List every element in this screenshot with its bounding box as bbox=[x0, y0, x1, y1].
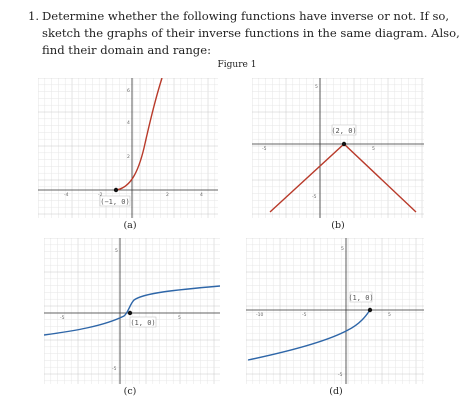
grid-d bbox=[246, 238, 424, 384]
y-tick-d-1: 5 bbox=[341, 247, 344, 252]
y-tick-c-1: 5 bbox=[115, 249, 118, 254]
x-tick-b-1: -5 bbox=[262, 147, 267, 152]
graph-panel-d bbox=[246, 238, 424, 384]
x-tick-d-3: 5 bbox=[388, 313, 391, 318]
y-tick-b-1: 5 bbox=[315, 85, 318, 90]
grid-c bbox=[44, 238, 220, 384]
y-tick-a-2: 4 bbox=[127, 121, 130, 126]
question-text: Determine whether the following functions have inverse or not. If so, sketch the graphs of their inverse functions in the same diagram. Also, find their domain and range: bbox=[42, 9, 460, 57]
graph-a bbox=[38, 78, 218, 218]
point-label-c: (1, 0) bbox=[130, 319, 156, 327]
graph-c bbox=[44, 238, 220, 384]
point-c bbox=[128, 311, 132, 315]
curve-b bbox=[270, 144, 416, 212]
point-label-d: (1, 0) bbox=[348, 294, 374, 302]
x-tick-c-1: -5 bbox=[60, 316, 65, 321]
graph-d bbox=[246, 238, 424, 384]
graph-panel-a bbox=[38, 78, 218, 218]
endpoint-a bbox=[114, 188, 118, 192]
x-tick-a-2: -2 bbox=[98, 193, 103, 198]
figure-title: Figure 1 bbox=[217, 60, 257, 70]
x-tick-a-3: 2 bbox=[166, 193, 169, 198]
x-tick-a-4: 4 bbox=[200, 193, 203, 198]
y-tick-d-2: -5 bbox=[338, 373, 343, 378]
caption-b: (b) bbox=[331, 220, 345, 231]
y-tick-b-2: -5 bbox=[312, 195, 317, 200]
endpoint-d bbox=[368, 308, 372, 312]
graph-panel-b bbox=[252, 78, 424, 218]
caption-c: (c) bbox=[123, 386, 137, 397]
y-tick-a-1: 6 bbox=[127, 89, 130, 94]
vertex-b bbox=[342, 142, 346, 146]
caption-d: (d) bbox=[329, 386, 343, 397]
x-tick-c-2: 5 bbox=[178, 316, 181, 321]
point-label-b: (2, 0) bbox=[331, 127, 357, 135]
x-tick-b-2: 5 bbox=[372, 147, 375, 152]
x-tick-d-2: -5 bbox=[302, 313, 307, 318]
x-tick-a-1: -4 bbox=[64, 193, 69, 198]
grid-b bbox=[252, 78, 424, 218]
graph-panel-c bbox=[44, 238, 220, 384]
y-tick-c-2: -5 bbox=[112, 367, 117, 372]
question-number: 1. bbox=[28, 9, 40, 23]
x-tick-d-1: -10 bbox=[256, 313, 264, 318]
caption-a: (a) bbox=[123, 220, 137, 231]
point-label-a: (−1, 0) bbox=[100, 198, 130, 206]
graph-b bbox=[252, 78, 424, 218]
y-tick-a-3: 2 bbox=[127, 155, 130, 160]
